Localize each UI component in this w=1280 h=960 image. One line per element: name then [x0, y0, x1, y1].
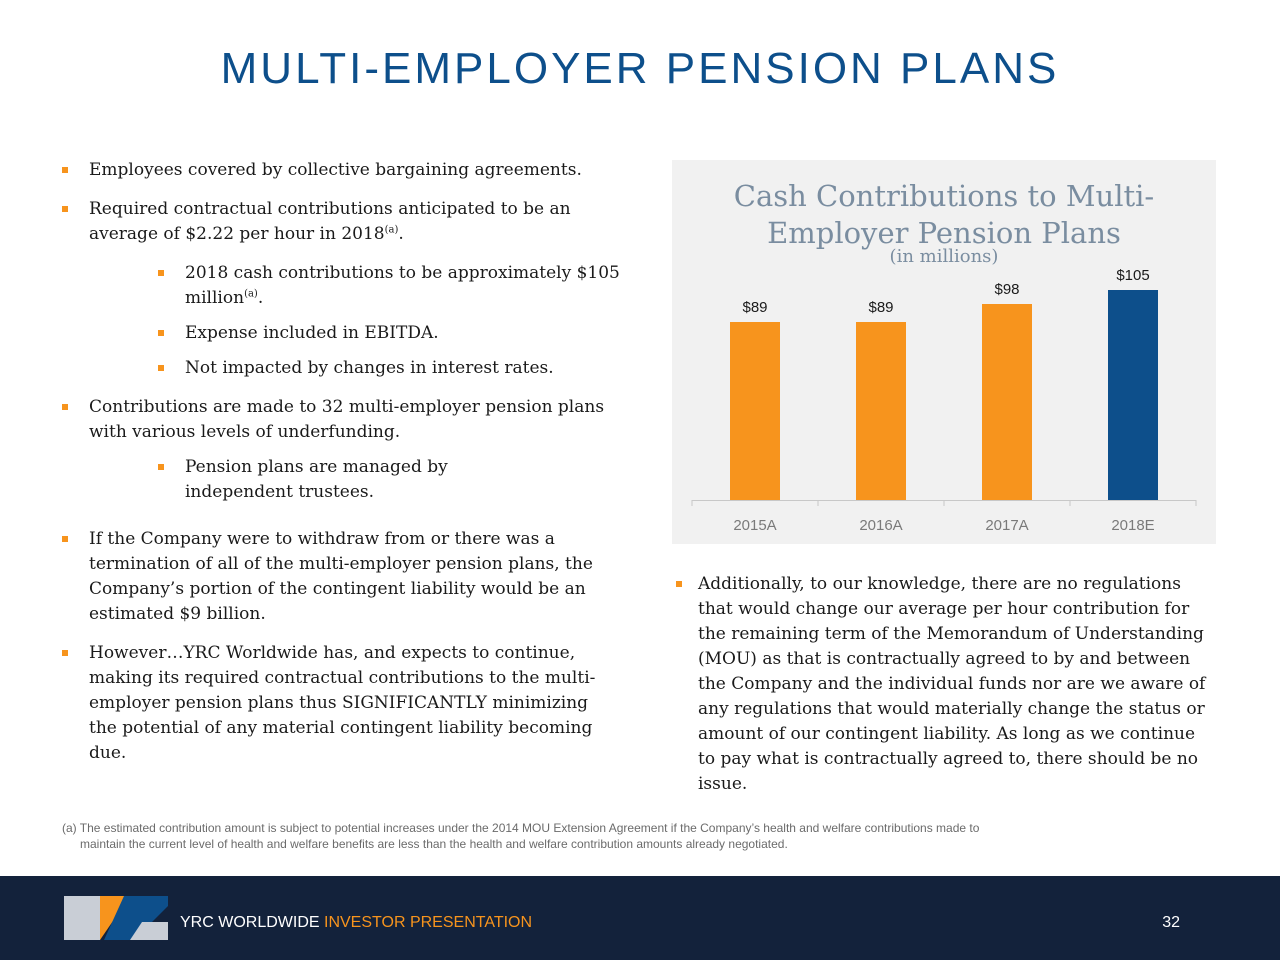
bullet-text: Not impacted by changes in interest rates.: [185, 358, 554, 378]
footnote-ref: (a): [384, 224, 399, 236]
bullet-text: Required contractual contributions anticipated to be an average of $2.22 per hour in 2018: [89, 199, 571, 244]
chart-subtitle: (in millions): [889, 246, 999, 267]
footer-label: [180, 914, 532, 932]
bar-2018E: [1108, 290, 1158, 500]
bullet-text: Expense included in EBITDA.: [185, 323, 439, 343]
bullet-text-end: .: [257, 288, 264, 308]
x-tick-label: 2017A: [985, 517, 1029, 534]
bullet-text: Pension plans are managed by independent trustees.: [185, 457, 448, 502]
right-bullet-list: [676, 572, 1216, 811]
sub-bullet-item: [158, 455, 465, 505]
square-bullet-icon: [158, 464, 164, 470]
bar-value-label: $98: [994, 281, 1020, 298]
bar-2017A: [982, 304, 1032, 500]
sub-bullet-item: [158, 321, 622, 346]
footnote-ref: (a): [244, 288, 258, 300]
bullet-item: [62, 641, 609, 766]
bullet-text: Additionally, to our knowledge, there are no regulations that would change our average per hour contribution for the remaining term of the Memorandum of Understanding (MOU) as that is contractually agreed to by and between the Company and the individual funds nor are we aware of any regulations that would materially change the status or amount of our contingent liability. As long as we continue to pay what is contractually agreed to, there should be no issue.: [698, 574, 1206, 794]
bullet-text-end: .: [398, 224, 404, 244]
bullet-item: [676, 572, 1216, 797]
square-bullet-icon: [62, 206, 68, 212]
sub-bullet-item: [158, 356, 622, 381]
square-bullet-icon: [62, 167, 68, 173]
slide-title: MULTI-EMPLOYER PENSION PLANS: [220, 44, 1060, 93]
footer-company: YRC WORLDWIDE: [180, 914, 324, 931]
bullet-text: Contributions are made to 32 multi-employer pension plans with various levels of underfunding.: [89, 397, 605, 442]
bar-chart-panel: [672, 160, 1216, 544]
bullet-text: Employees covered by collective bargaining agreements.: [89, 160, 582, 180]
bar-value-label: $105: [1116, 267, 1150, 284]
bullet-item: [62, 197, 622, 247]
bar-value-label: $89: [742, 299, 768, 316]
footer-bar: [0, 876, 1280, 960]
bullet-item: [62, 395, 622, 445]
square-bullet-icon: [62, 404, 68, 410]
left-bullet-list: [62, 158, 622, 780]
bar-chart: [672, 160, 1216, 544]
bullet-item: [62, 158, 622, 183]
yrc-logo-icon: [64, 896, 168, 940]
square-bullet-icon: [62, 650, 68, 656]
footer-presentation: INVESTOR PRESENTATION: [324, 914, 533, 931]
bullet-item: [62, 527, 622, 627]
bar-2016A: [856, 322, 906, 500]
footnote-line: (a) The estimated contribution amount is subject to potential increases under the 2014 MOU Extension Agreement if the Company’s health and welfare contributions made to: [62, 821, 980, 835]
square-bullet-icon: [62, 536, 68, 542]
bar-value-label: $89: [868, 299, 894, 316]
footnote-line: maintain the current level of health and welfare benefits are less than the health and welfare contribution amounts already negotiated.: [80, 837, 788, 851]
x-tick-label: 2015A: [733, 517, 777, 534]
x-tick-label: 2018E: [1111, 517, 1155, 534]
bullet-text: If the Company were to withdraw from or there was a termination of all of the multi-employer pension plans, the Company’s portion of the contingent liability would be an estimated $9 billion.: [89, 529, 593, 624]
square-bullet-icon: [158, 270, 164, 276]
page-number: 32: [1162, 914, 1180, 931]
bullet-text: 2018 cash contributions to be approximately $105 million: [185, 263, 620, 308]
square-bullet-icon: [158, 365, 164, 371]
chart-title-line: Cash Contributions to Multi-: [733, 179, 1155, 213]
bullet-text: However…YRC Worldwide has, and expects to continue, making its required contractual contributions to the multi-employer pension plans thus SIGNIFICANTLY minimizing the potential of any material contingent liability becoming due.: [89, 643, 596, 763]
chart-title-line: Employer Pension Plans: [767, 216, 1121, 250]
square-bullet-icon: [676, 581, 682, 587]
bar-2015A: [730, 322, 780, 500]
x-tick-label: 2016A: [859, 517, 903, 534]
square-bullet-icon: [158, 330, 164, 336]
sub-bullet-item: [158, 261, 622, 311]
footnote: [62, 820, 1222, 852]
